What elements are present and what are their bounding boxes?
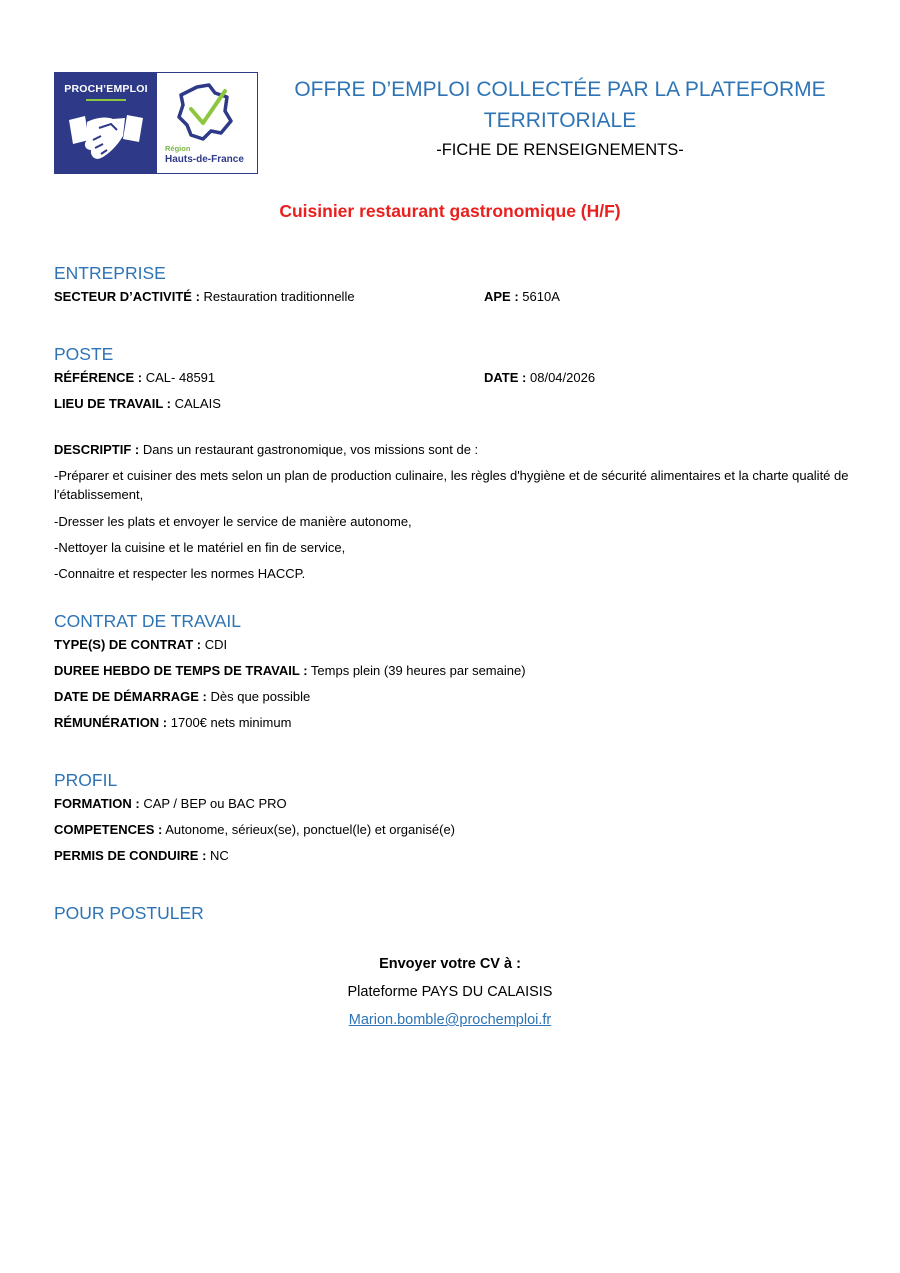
section-heading-profil: PROFIL xyxy=(54,770,118,790)
demarrage-label: DATE DE DÉMARRAGE : xyxy=(54,689,207,704)
section-heading-entreprise: ENTREPRISE xyxy=(54,263,166,283)
section-heading-poste: POSTE xyxy=(54,344,114,364)
formation-label: FORMATION : xyxy=(54,796,140,811)
competences-row xyxy=(54,820,455,839)
demarrage-row xyxy=(54,687,310,706)
mission-item: -Préparer et cuisiner des mets selon un plan de production culinaire, les règles d'hygiène et de sécurité alimentaires et la charte qualité de l'établissement, xyxy=(54,468,849,502)
platform-name: Plateforme PAYS DU CALAISIS xyxy=(347,984,553,1000)
secteur-value: Restauration traditionnelle xyxy=(203,289,355,304)
page-title xyxy=(290,74,830,136)
logo-right-panel xyxy=(157,73,257,173)
page-title-line1: OFFRE D’EMPLOI COLLECTÉE PAR LA PLATEFORME xyxy=(294,78,826,101)
type-contrat-label: TYPE(S) DE CONTRAT : xyxy=(54,637,202,652)
formation-row xyxy=(54,794,287,813)
date-label: DATE : xyxy=(484,370,527,385)
section-heading-contrat: CONTRAT DE TRAVAIL xyxy=(54,611,242,631)
remuneration-row xyxy=(54,713,291,732)
permis-value: NC xyxy=(210,848,229,863)
permis-row xyxy=(54,846,229,865)
demarrage-value: Dès que possible xyxy=(210,689,311,704)
mission-item: -Dresser les plats et envoyer le service de manière autonome, xyxy=(54,514,412,529)
job-title: Cuisinier restaurant gastronomique (H/F) xyxy=(279,201,621,221)
competences-value: Autonome, sérieux(se), ponctuel(le) et organisé(e) xyxy=(165,822,456,837)
remuneration-label: RÉMUNÉRATION : xyxy=(54,715,168,730)
logo-underline xyxy=(86,99,126,101)
descriptif-row xyxy=(54,440,478,459)
competences-label: COMPETENCES : xyxy=(54,822,163,837)
section-heading-postuler: POUR POSTULER xyxy=(54,903,204,923)
send-cv-label: Envoyer votre CV à : xyxy=(379,956,521,972)
descriptif-value: Dans un restaurant gastronomique, vos missions sont de : xyxy=(142,442,479,457)
ape-value: 5610A xyxy=(522,289,560,304)
reference-value: CAL- 48591 xyxy=(145,370,216,385)
type-contrat-row xyxy=(54,635,227,654)
region-small-text: Région xyxy=(165,144,191,153)
type-contrat-value: CDI xyxy=(204,637,228,652)
descriptif-label: DESCRIPTIF : xyxy=(54,442,140,457)
email-link[interactable]: Marion.bomble@prochemploi.fr xyxy=(348,1012,552,1028)
duree-value: Temps plein (39 heures par semaine) xyxy=(310,663,526,678)
duree-label: DUREE HEBDO DE TEMPS DE TRAVAIL : xyxy=(54,663,308,678)
lieu-label: LIEU DE TRAVAIL : xyxy=(54,396,171,411)
ape-row xyxy=(484,287,560,306)
logo-left-panel xyxy=(55,73,157,173)
secteur-row xyxy=(54,287,355,306)
lieu-row xyxy=(54,394,221,413)
region-map-icon xyxy=(175,81,235,143)
date-row xyxy=(484,368,595,387)
reference-row xyxy=(54,368,215,387)
reference-label: RÉFÉRENCE : xyxy=(54,370,143,385)
lieu-value: CALAIS xyxy=(174,396,221,411)
permis-label: PERMIS DE CONDUIRE : xyxy=(54,848,207,863)
mission-item: -Connaitre et respecter les normes HACCP. xyxy=(54,566,306,581)
email-row xyxy=(0,1012,900,1028)
remuneration-value: 1700€ nets minimum xyxy=(170,715,292,730)
ape-label: APE : xyxy=(484,289,519,304)
formation-value: CAP / BEP ou BAC PRO xyxy=(143,796,287,811)
prochemploi-logo xyxy=(54,72,258,174)
secteur-label: SECTEUR D’ACTIVITÉ : xyxy=(54,289,200,304)
date-value: 08/04/2026 xyxy=(530,370,596,385)
region-name-text: Hauts-de-France xyxy=(165,154,244,165)
duree-row xyxy=(54,661,526,680)
page-subtitle: -FICHE DE RENSEIGNEMENTS- xyxy=(436,141,684,159)
logo-brand-text: PROCH’EMPLOI xyxy=(64,83,148,95)
page-title-line2: TERRITORIALE xyxy=(483,109,637,132)
handshake-icon xyxy=(65,106,147,166)
mission-item: -Nettoyer la cuisine et le matériel en fin de service, xyxy=(54,540,346,555)
